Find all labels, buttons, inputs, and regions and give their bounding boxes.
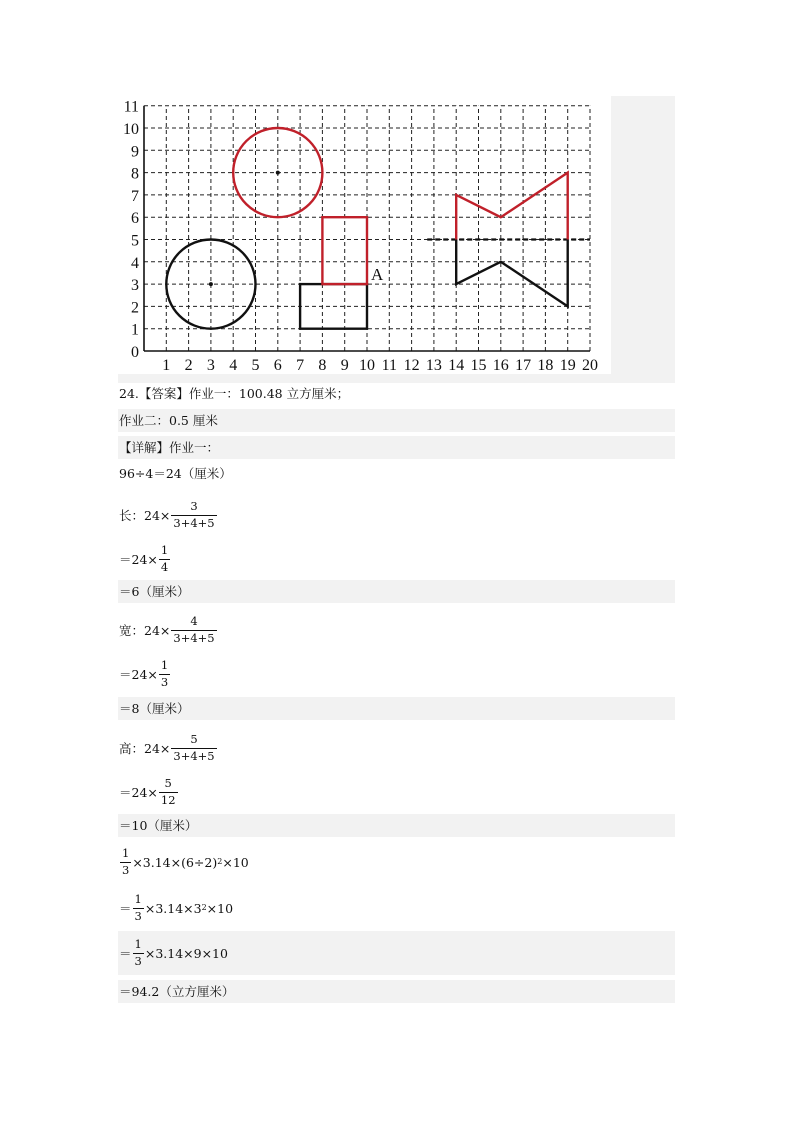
x-tick-label: 12 xyxy=(403,357,420,374)
shapes-layer xyxy=(166,128,590,329)
x-tick-label: 20 xyxy=(582,357,598,374)
x-tick-label: 1 xyxy=(162,357,171,374)
y-tick-label: 3 xyxy=(131,277,139,295)
x-tick-label: 11 xyxy=(381,357,398,374)
y-tick-label: 1 xyxy=(131,321,139,339)
fraction: $\frac{1}{3}$ xyxy=(134,937,142,968)
y-tick-label: 0 xyxy=(131,344,139,361)
length-result: ＝6（厘米） xyxy=(118,580,675,603)
width-result: ＝8（厘米） xyxy=(118,697,675,720)
fraction: $\frac{5}{3+4+5}$ xyxy=(173,732,215,763)
x-tick-label: 18 xyxy=(537,357,554,374)
calc-line-1: 96÷4＝24（厘米） xyxy=(119,466,232,481)
volume-result: ＝94.2（立方厘米） xyxy=(118,980,675,1003)
x-tick-label: 5 xyxy=(251,357,260,374)
fraction: $\frac{1}{3}$ xyxy=(134,892,142,923)
red-circle-center xyxy=(276,171,280,175)
x-tick-label: 6 xyxy=(273,357,282,374)
volume-calc-3: ＝ $\frac{1}{3}$ ×3.14×9×10 xyxy=(118,931,675,975)
x-tick-label: 14 xyxy=(448,357,465,374)
length-simplify: ＝24× $\frac{1}{4}$ xyxy=(119,543,169,574)
width-calc: 宽：24× $\frac{4}{3+4+5}$ xyxy=(119,614,215,645)
answer-line-2: 作业二：0.5 厘米 xyxy=(118,409,675,432)
x-tick-label: 10 xyxy=(359,357,375,374)
height-result: ＝10（厘米） xyxy=(118,814,675,837)
height-calc: 高：24× $\frac{5}{3+4+5}$ xyxy=(119,732,215,763)
black-circle-center xyxy=(209,282,213,286)
width-simplify: ＝24× $\frac{1}{3}$ xyxy=(119,658,169,689)
fraction: $\frac{4}{3+4+5}$ xyxy=(173,614,215,645)
fraction: $\frac{3}{3+4+5}$ xyxy=(173,499,215,530)
height-simplify: ＝24× $\frac{5}{12}$ xyxy=(119,776,176,807)
fraction: $\frac{1}{3}$ xyxy=(122,846,130,877)
y-tick-label: 8 xyxy=(131,165,139,183)
y-tick-label: 4 xyxy=(131,254,139,272)
fraction: $\frac{5}{12}$ xyxy=(160,776,176,807)
volume-calc-1: $\frac{1}{3}$ ×3.14×(6÷2) 2 ×10 xyxy=(122,846,249,877)
x-tick-label: 3 xyxy=(206,357,215,374)
tick-labels xyxy=(123,99,598,374)
fraction: $\frac{1}{3}$ xyxy=(160,658,169,689)
x-tick-label: 13 xyxy=(425,357,442,374)
y-tick-label: 7 xyxy=(131,187,139,205)
x-tick-label: 9 xyxy=(340,357,349,374)
length-calc: 长：24× $\frac{3}{3+4+5}$ xyxy=(119,499,215,530)
answer-line: 24.【答案】作业一：100.48 立方厘米； xyxy=(119,386,350,401)
y-tick-label: 11 xyxy=(123,98,139,116)
coordinate-grid-figure xyxy=(0,0,794,400)
point-a-label: A xyxy=(371,265,384,285)
y-tick-label: 6 xyxy=(131,210,139,228)
x-tick-label: 8 xyxy=(318,357,327,374)
volume-calc-2: ＝ $\frac{1}{3}$ ×3.14×3 2 ×10 xyxy=(119,892,234,923)
x-tick-label: 2 xyxy=(184,357,193,374)
black-polyline xyxy=(456,240,568,307)
fraction: $\frac{1}{4}$ xyxy=(160,543,169,574)
red-polyline xyxy=(456,173,568,240)
y-tick-label: 10 xyxy=(123,121,139,138)
x-tick-label: 15 xyxy=(470,357,487,374)
detail-heading: 【详解】作业一： xyxy=(118,436,675,459)
y-tick-label: 5 xyxy=(131,232,139,250)
x-tick-label: 4 xyxy=(229,357,238,374)
x-tick-label: 19 xyxy=(559,357,576,374)
y-tick-label: 2 xyxy=(131,299,139,317)
y-tick-label: 9 xyxy=(131,143,139,161)
x-tick-label: 7 xyxy=(296,357,305,374)
x-tick-label: 17 xyxy=(515,357,532,374)
x-tick-label: 16 xyxy=(492,357,509,374)
